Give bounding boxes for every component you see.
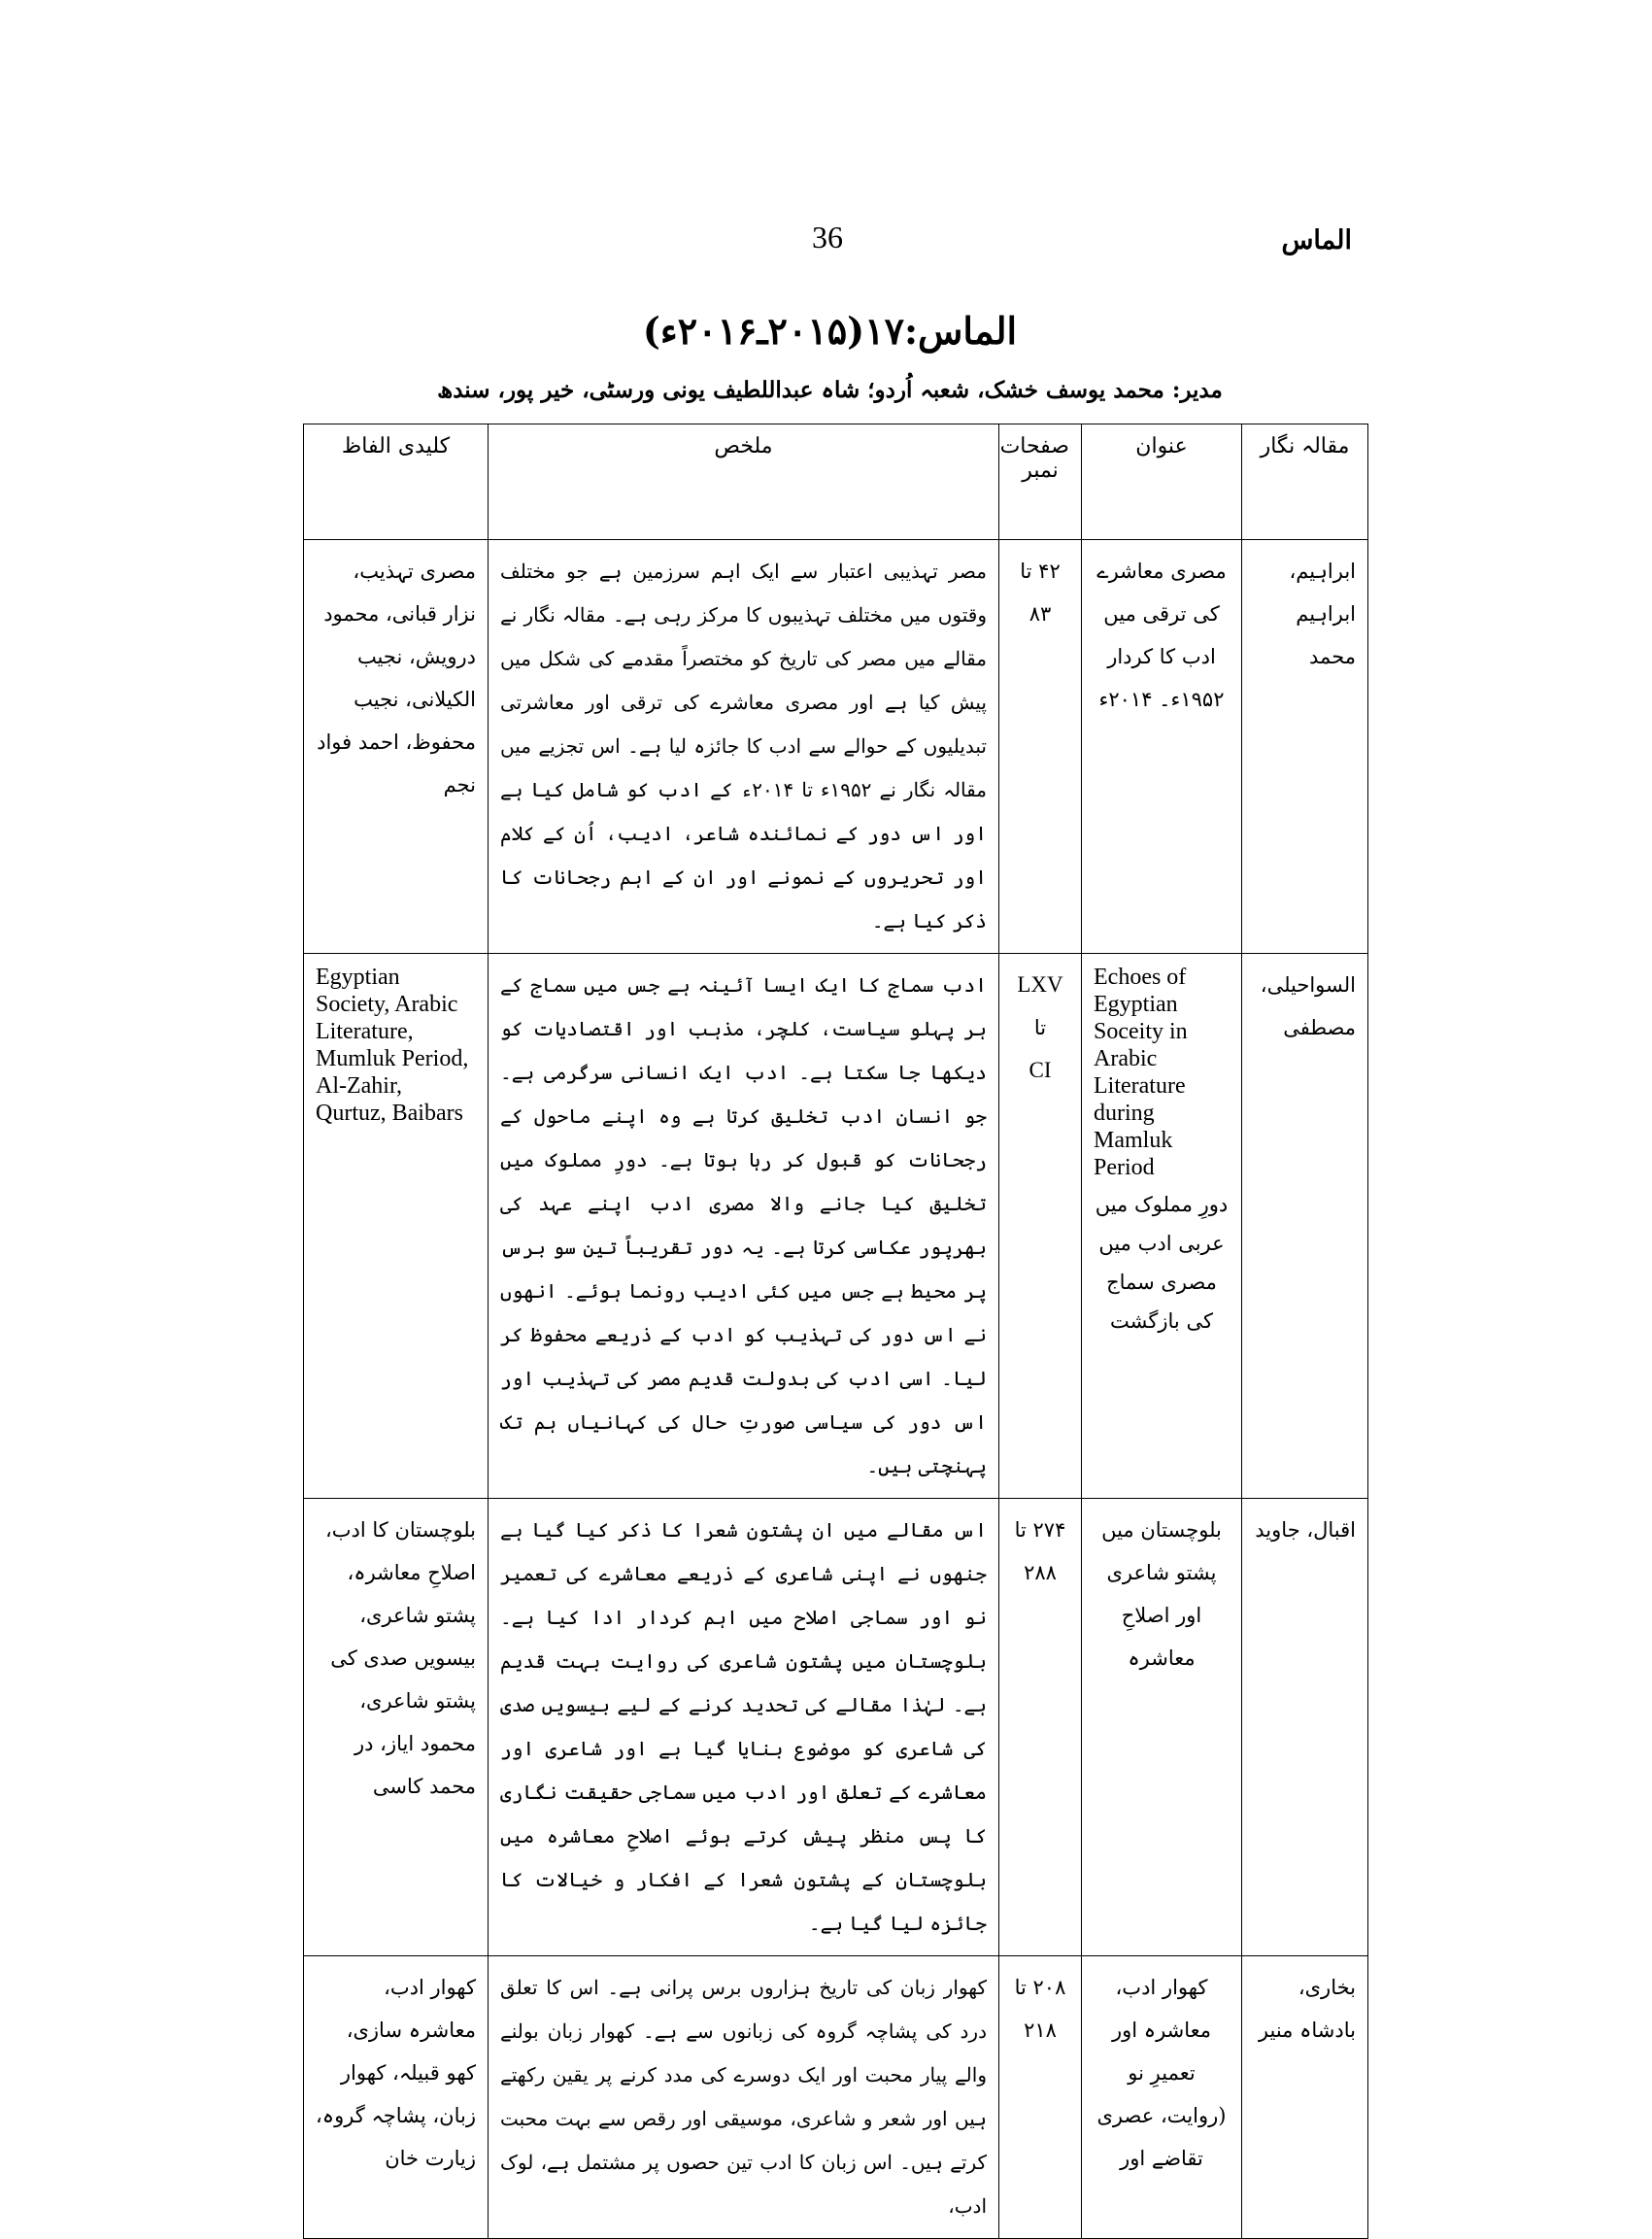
pages-cell: ۲۰۸ تا ۲۱۸ [999, 1956, 1082, 2239]
header-pages: صفحات نمبر [999, 424, 1082, 540]
pages-separator: تا [1033, 1016, 1047, 1039]
journal-name: الماس [1281, 225, 1352, 255]
title-cell: کھوار ادب، معاشرہ اور تعمیرِ نو (روایت، عصری تقاضے اور [1082, 1956, 1242, 2239]
table-row [304, 1499, 1368, 1956]
title-english: Echoes of Egyptian Soceity in Arabic Literature during Mamluk Period [1094, 965, 1188, 1180]
abstract-cell: ادب سماج کا ایک ایسا آئینہ ہے جس میں سماج کے ہر پہلو سیاست، کلچر، مذہب اور اقتصادیات کو دیکھا جا سکتا ہے۔ ادب ایک انسانی سرگرمی ہے۔ جو انسان ادب تخلیق کرتا ہے وہ اپنے ماحول کے رجحانات کو قبول کر رہا ہوتا ہے۔ دورِ مملوک میں تخلیق کیا جانے والا مصری ادب اپنے عہد کی بھرپور عکاسی کرتا ہے۔ یہ دور تقریباً تین سو برس پر محیط ہے جس میں کئی ادیب رونما ہوئے۔ انھوں نے اس دور کی تہذیب کو ادب کے ذریعے محفوظ کر لیا۔ اسی ادب کی بدولت قدیم مصر کی تہذیب اور اس دور کی سیاسی صورتِ حال کی کہانیاں ہم تک پہنچتی ہیں۔ [489, 954, 999, 1499]
title-cell: بلوچستان میں پشتو شاعری اور اصلاحِ معاشرہ [1082, 1499, 1242, 1956]
pages-end: CI [1028, 1058, 1052, 1082]
author-cell: اقبال، جاوید [1242, 1499, 1368, 1956]
title-cell: مصری معاشرے کی ترقی میں ادب کا کردار ۱۹۵۲ء۔ ۲۰۱۴ء [1082, 540, 1242, 954]
keywords-cell [304, 954, 489, 1499]
author-cell: بخاری، بادشاہ منیر [1242, 1956, 1368, 2239]
author-cell: ابراہیم، ابراہیم محمد [1242, 540, 1368, 954]
author-cell: السواحیلی، مصطفی [1242, 954, 1368, 1499]
pages-cell: ۴۲ تا ۸۳ [999, 540, 1082, 954]
abstract-cell: اس مقالے میں ان پشتون شعرا کا ذکر کیا گیا ہے جنھوں نے اپنی شاعری کے ذریعے معاشرے کی تعمیر نو اور سماجی اصلاح میں اہم کردار ادا کیا ہے۔ بلوچستان میں پشتون شاعری کی روایت بہت قدیم ہے۔ لہٰذا مقالے کی تحدید کرنے کے لیے بیسویں صدی کی شاعری کو موضوع بنایا گیا ہے اور شاعری اور معاشرے کے تعلق اور ادب میں سماجی حقیقت نگاری کا پس منظر پیش کرتے ہوئے اصلاحِ معاشرہ میں بلوچستان کے پشتون شعرا کے افکار و خیالات کا جائزہ لیا گیا ہے۔ [489, 1499, 999, 1956]
table-header-row [304, 424, 1368, 540]
header-title: عنوان [1082, 424, 1242, 540]
pages-cell: ۲۷۴ تا ۲۸۸ [999, 1499, 1082, 1956]
table-row [304, 1956, 1368, 2239]
title-urdu: دورِ مملوک میں عربی ادب میں مصری سماج کی بازگشت [1095, 1193, 1229, 1333]
keywords-cell: بلوچستان کا ادب، اصلاحِ معاشرہ، پشتو شاعری، بیسویں صدی کی پشتو شاعری، محمود ایاز، در محمد کاسی [304, 1499, 489, 1956]
title-cell [1082, 954, 1242, 1499]
keywords-cell: مصری تہذیب، نزار قبانی، محمود درویش، نجیب الکیلانی، نجیب محفوظ، احمد فواد نجم [304, 540, 489, 954]
table-row [304, 540, 1368, 954]
abstract-cell: کھوار زبان کی تاریخ ہزاروں برس پرانی ہے۔ اس کا تعلق درد کی پشاچہ گروہ کی زبانوں سے ہے۔ کھوار زبان بولنے والے پیار محبت اور ایک دوسرے کی مدد کرنے پر یقین رکھتے ہیں اور شعر و شاعری، موسیقی اور رقص سے بہت محبت کرتے ہیں۔ اس زبان کا ادب تین حصوں پر مشتمل ہے، لوک ادب، [489, 1956, 999, 2239]
editor-line: مدیر: محمد یوسف خشک، شعبہ اُردو؛ شاہ عبداللطیف یونی ورسٹی، خیر پور، سندھ [437, 377, 1223, 403]
keywords-cell: کھوار ادب، معاشرہ سازی، کھو قبیلہ، کھوار زبان، پشاچہ گروہ، زیارت خان [304, 1956, 489, 2239]
header-abstract: ملخص [489, 424, 999, 540]
header-keywords: کلیدی الفاظ [304, 424, 489, 540]
pages-start: LXV [1017, 972, 1063, 997]
header-author: مقالہ نگار [1242, 424, 1368, 540]
running-head [303, 220, 1352, 274]
keywords-english: Egyptian Society, Arabic Literature, Mumluk Period, Al-Zahir, Qurtuz, Baibars [316, 965, 469, 1126]
abstract-cell: مصر تہذیبی اعتبار سے ایک اہم سرزمین ہے جو مختلف وقتوں میں مختلف تہذیبوں کا مرکز رہی ہے۔ مقالہ نگار نے مقالے میں مصر کی تاریخ کو مختصراً مقدمے کی شکل میں پیش کیا ہے اور مصری معاشرے کی ترقی اور معاشرتی تبدیلیوں کے حوالے سے ادب کا جائزہ لیا ہے۔ اس تجزیے میں مقالہ نگار نے ۱۹۵۲ء تا ۲۰۱۴ء کے ادب کو شامل کیا ہے اور اس دور کے نمائندہ شاعر، ادیب، اُن کے کلام اور تحریروں کے نمونے اور ان کے اہم رجحانات کا ذکر کیا ہے۔ [489, 540, 999, 954]
pages-cell [999, 954, 1082, 1499]
table-row [304, 954, 1368, 1499]
page-number: 36 [812, 220, 843, 254]
articles-table [303, 424, 1368, 2239]
issue-title: الماس:۱۷(۲۰۱۵ـ۲۰۱۶ء) [642, 309, 1018, 353]
